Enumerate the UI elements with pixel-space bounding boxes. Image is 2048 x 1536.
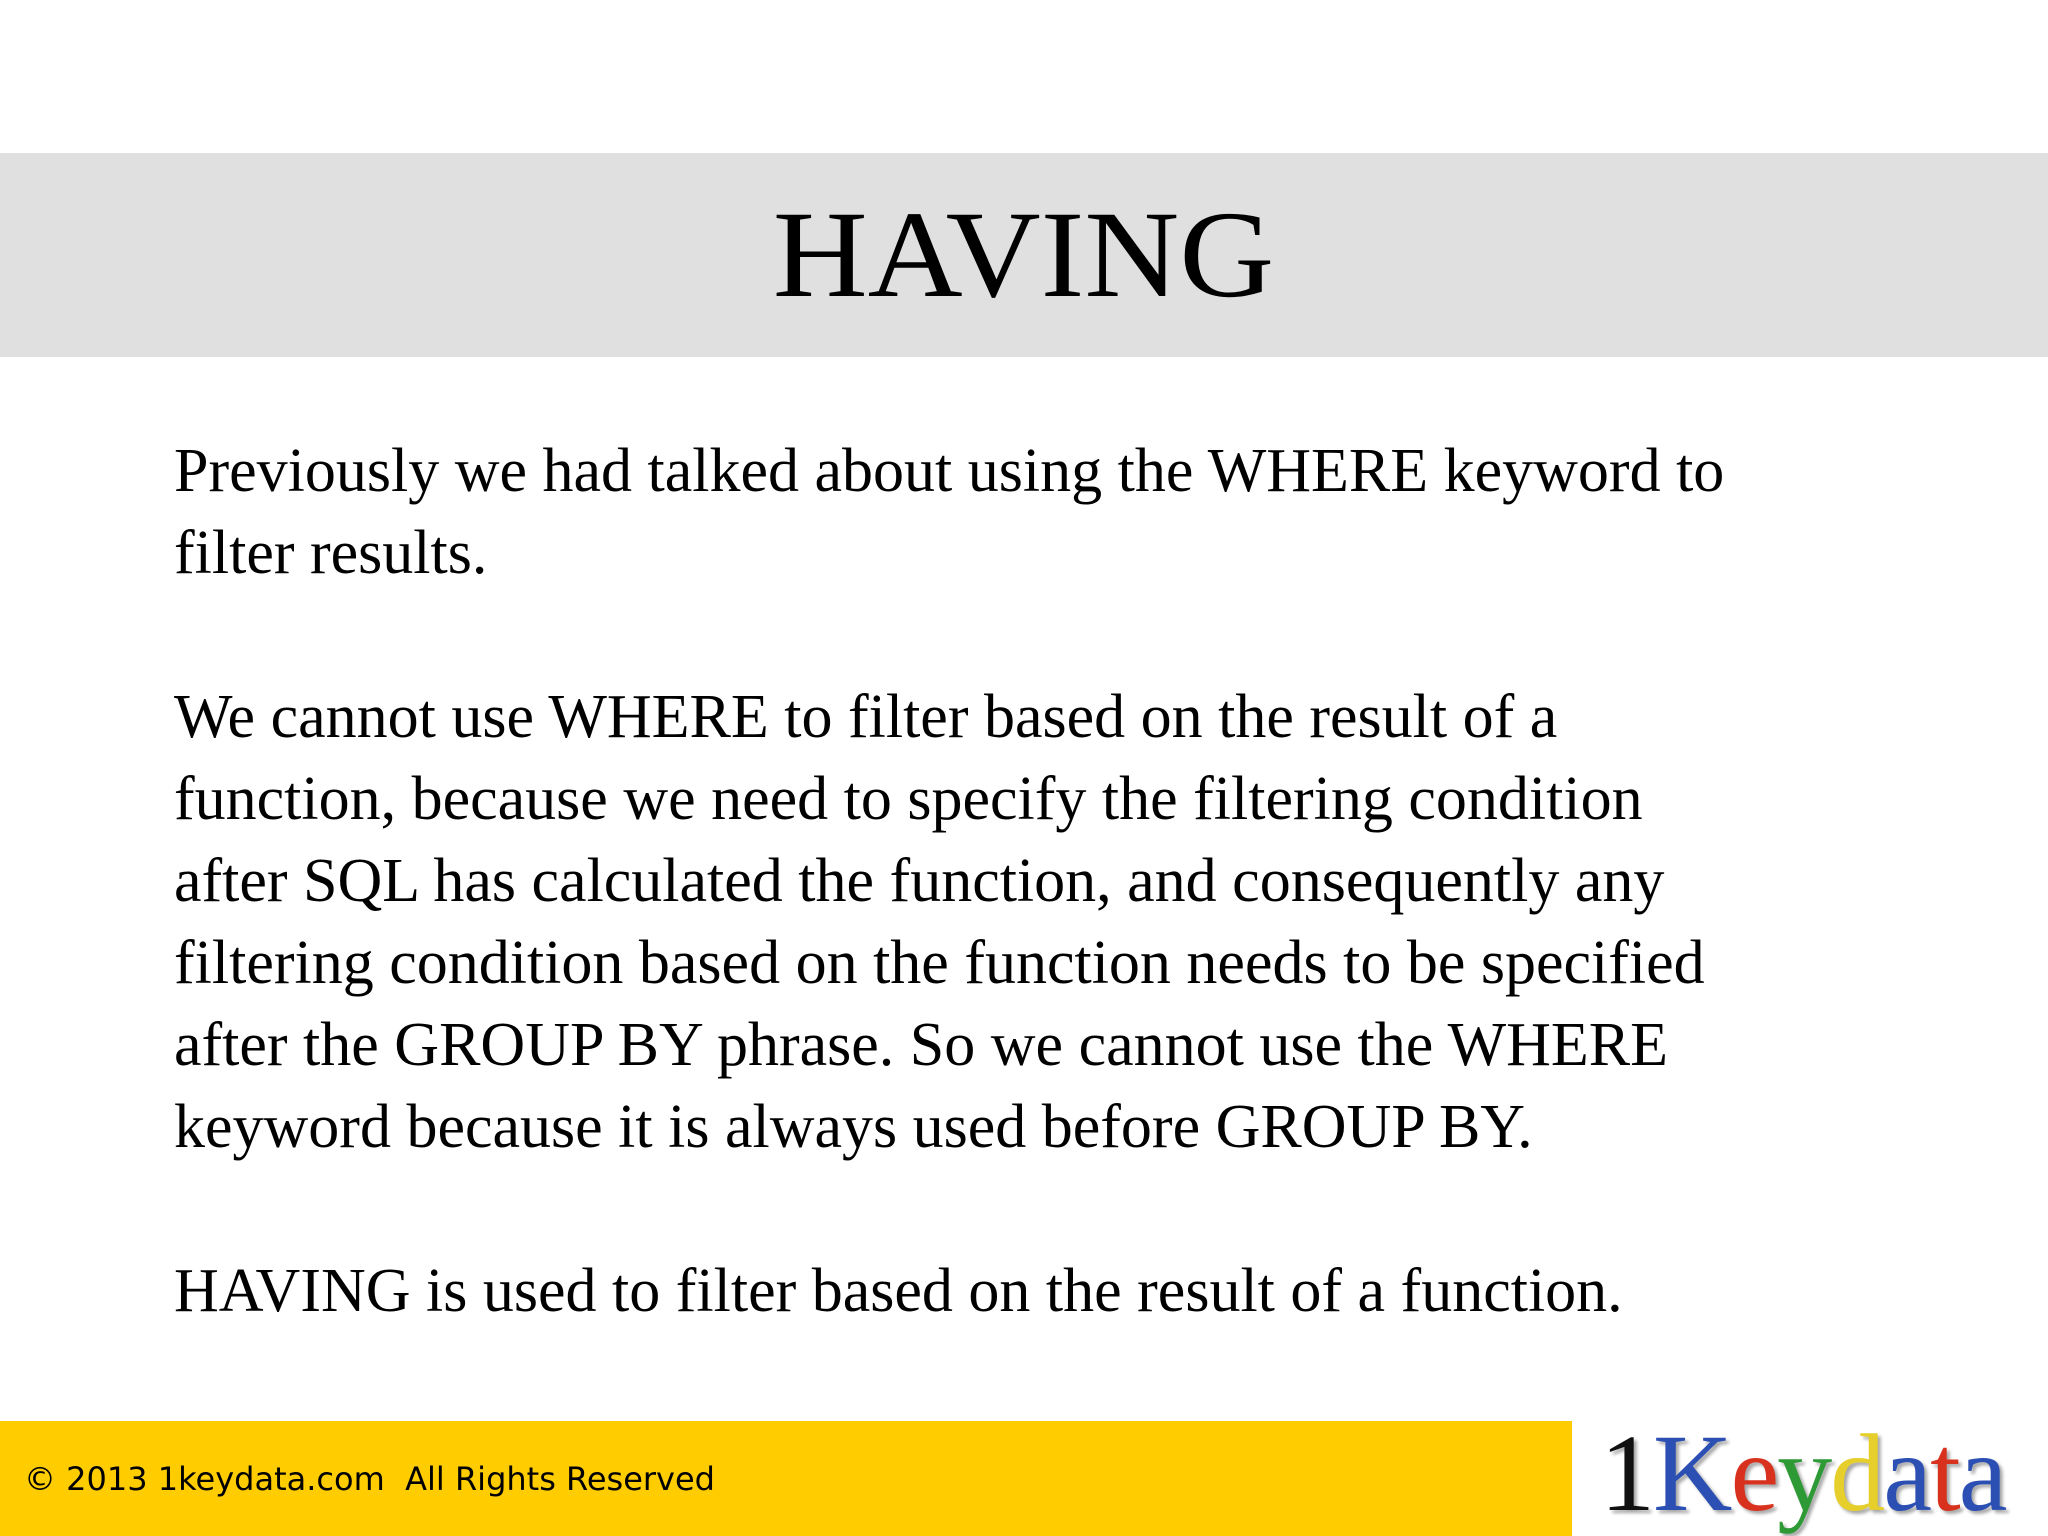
logo-letter: d — [1830, 1412, 1884, 1534]
logo-letter: t — [1930, 1412, 1959, 1534]
logo-letter: y — [1777, 1412, 1831, 1534]
logo-letter: 1 — [1600, 1412, 1653, 1534]
title-band — [0, 153, 2048, 357]
copyright-text: © 2013 1keydata.com All Rights Reserved — [24, 1459, 715, 1498]
slide-title: HAVING — [773, 186, 1275, 323]
logo-letter: e — [1730, 1412, 1778, 1534]
footer-band — [0, 1421, 1572, 1536]
logo-letter: a — [1958, 1412, 2006, 1534]
brand-logo — [1600, 1410, 2006, 1536]
logo-letter: a — [1883, 1412, 1931, 1534]
slide-body — [174, 430, 1974, 1332]
paragraph-having-definition: HAVING is used to filter based on the result of a function. — [174, 1257, 1623, 1325]
logo-letter: K — [1653, 1412, 1731, 1534]
paragraph-where-intro: Previously we had talked about using the WHERE keyword to filter results. — [174, 437, 1725, 587]
paragraph-where-limitation: We cannot use WHERE to filter based on the result of a function, because we need to specify the filtering condition after SQL has calculated the function, and consequently any filtering condition based on the function needs to be specified after the GROUP BY phrase. So we cannot use the WHERE keyword because it is always used before GROUP BY. — [174, 683, 1705, 1161]
